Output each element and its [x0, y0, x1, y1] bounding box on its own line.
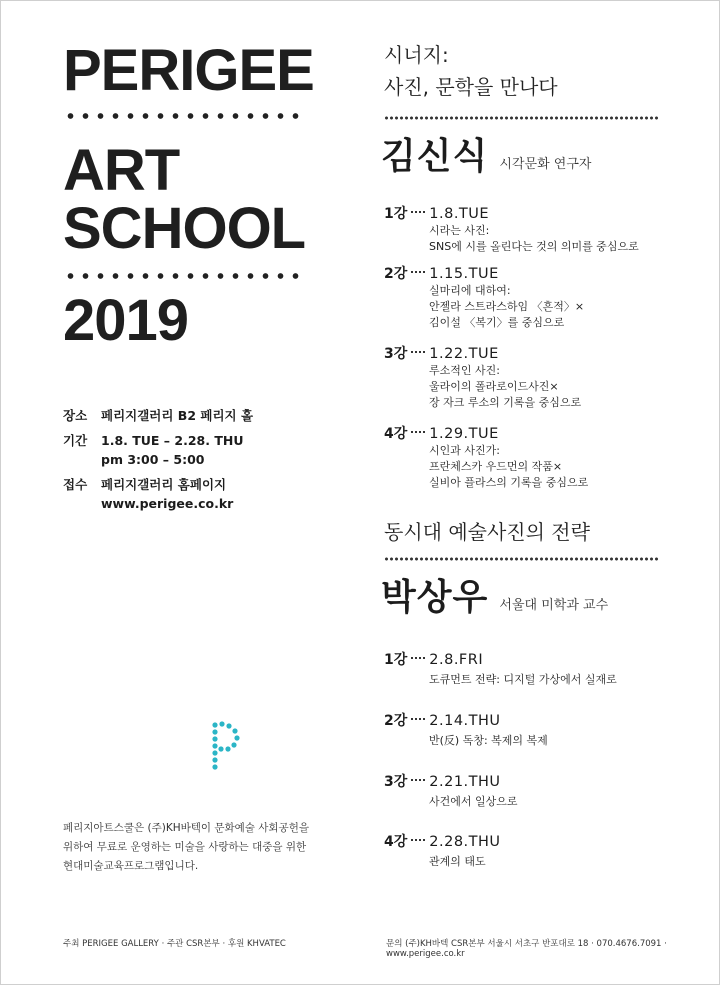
section1-lecturer-heading [381, 128, 591, 179]
lecture-date: 2.28.THU [429, 834, 501, 850]
info-value-time: pm 3:00 – 5:00 [101, 452, 205, 467]
lecture-date: 2.14.THU [429, 713, 501, 729]
note-line: 페리지아트스쿨은 (주)KH바텍이 문화예술 사회공헌을 [63, 822, 309, 834]
perigee-p-logo-icon [209, 719, 249, 779]
lecture-item [384, 831, 501, 870]
section2-lecturer-heading [381, 569, 608, 620]
lecture-item [384, 771, 518, 810]
title-perigee: PERIGEE [63, 38, 314, 103]
event-info [63, 406, 253, 513]
lecture-desc: 시인과 사진가: [429, 444, 500, 457]
lecture-desc: 도큐먼트 전략: 디지털 가상에서 실재로 [429, 673, 617, 686]
title-school: SCHOOL [63, 196, 306, 261]
lecture-item [384, 423, 588, 491]
title-year: 2019 [63, 288, 189, 353]
lecture-number: 2강 [384, 713, 408, 729]
title-art: ART [63, 138, 180, 203]
lecture-number: 1강 [384, 206, 408, 222]
lecture-item [384, 263, 584, 331]
info-value-venue: 페리지갤러리 B2 페리지 홀 [101, 408, 254, 423]
lecture-number: 3강 [384, 774, 408, 790]
lecture-date: 1.22.TUE [429, 346, 499, 362]
lecturer-name: 김신식 [381, 136, 489, 177]
lecture-item [384, 343, 581, 411]
info-value-url: www.perigee.co.kr [101, 496, 234, 511]
section1-subtitle-line2: 사진, 문학을 만나다 [384, 75, 558, 99]
dot-divider [384, 557, 659, 561]
lecture-desc: 안젤라 스트라스하임 〈흔적〉× [429, 300, 585, 313]
lecture-item [384, 203, 639, 255]
lecture-date: 2.21.THU [429, 774, 501, 790]
lecturer-name: 박상우 [381, 577, 489, 618]
lecture-desc: SNS에 시를 올린다는 것의 의미를 중심으로 [429, 240, 639, 253]
lecture-number: 1강 [384, 652, 408, 668]
note-line: 위하여 무료로 운영하는 미술을 사랑하는 대중을 위한 [63, 841, 307, 853]
lecture-date: 2.8.FRI [429, 652, 484, 668]
info-label-registration: 접수 [63, 477, 88, 492]
lecture-desc: 시라는 사진: [429, 224, 490, 237]
lecture-item [384, 710, 548, 749]
lecture-desc: 울라이의 폴라로이드사진× [429, 380, 559, 393]
lecture-desc: 반(反) 독창: 복제의 복제 [429, 734, 548, 747]
lecture-desc: 장 자크 루소의 기록을 중심으로 [429, 396, 582, 409]
lecturer-role: 서울대 미학과 교수 [499, 598, 609, 613]
footer-organizers: 주최 PERIGEE GALLERY · 주관 CSR본부 · 후원 KHVATEC [63, 939, 286, 949]
footer-contact: 문의 (주)KH바텍 CSR본부 서울시 서초구 반포대로 18 · 070.4676.7091 · www.perigee.co.kr [386, 939, 667, 959]
lecture-date: 1.15.TUE [429, 266, 499, 282]
dot-divider [63, 112, 305, 120]
info-value-registration: 페리지갤러리 홈페이지 [101, 477, 227, 492]
lecture-desc: 김이설 〈복기〉를 중심으로 [429, 316, 565, 329]
lecture-desc: 루소적인 사진: [429, 364, 500, 377]
lecture-number: 4강 [384, 426, 408, 442]
lecture-desc: 관계의 태도 [429, 855, 486, 868]
lecture-desc: 실마리에 대하여: [429, 284, 511, 297]
lecture-number: 3강 [384, 346, 408, 362]
lecture-item [384, 649, 617, 688]
lecture-date: 1.8.TUE [429, 206, 490, 222]
lecture-number: 2강 [384, 266, 408, 282]
info-label-venue: 장소 [63, 408, 88, 423]
lecture-date: 1.29.TUE [429, 426, 499, 442]
section1-subtitle-line1: 시너지: [384, 43, 449, 67]
lecture-number: 4강 [384, 834, 408, 850]
lecture-desc: 실비아 플라스의 기록을 중심으로 [429, 476, 589, 489]
dot-divider [384, 116, 659, 120]
lecture-desc: 프란체스카 우드먼의 작품× [429, 460, 563, 473]
info-value-period: 1.8. TUE – 2.28. THU [101, 433, 244, 448]
note-line: 현대미술교육프로그램입니다. [63, 860, 199, 872]
info-label-period: 기간 [63, 433, 88, 448]
dot-divider [63, 272, 305, 280]
program-note [63, 819, 309, 876]
section2-subtitle: 동시대 예술사진의 전략 [384, 520, 590, 544]
lecture-desc: 사건에서 일상으로 [429, 795, 518, 808]
lecturer-role: 시각문화 연구자 [499, 157, 592, 172]
